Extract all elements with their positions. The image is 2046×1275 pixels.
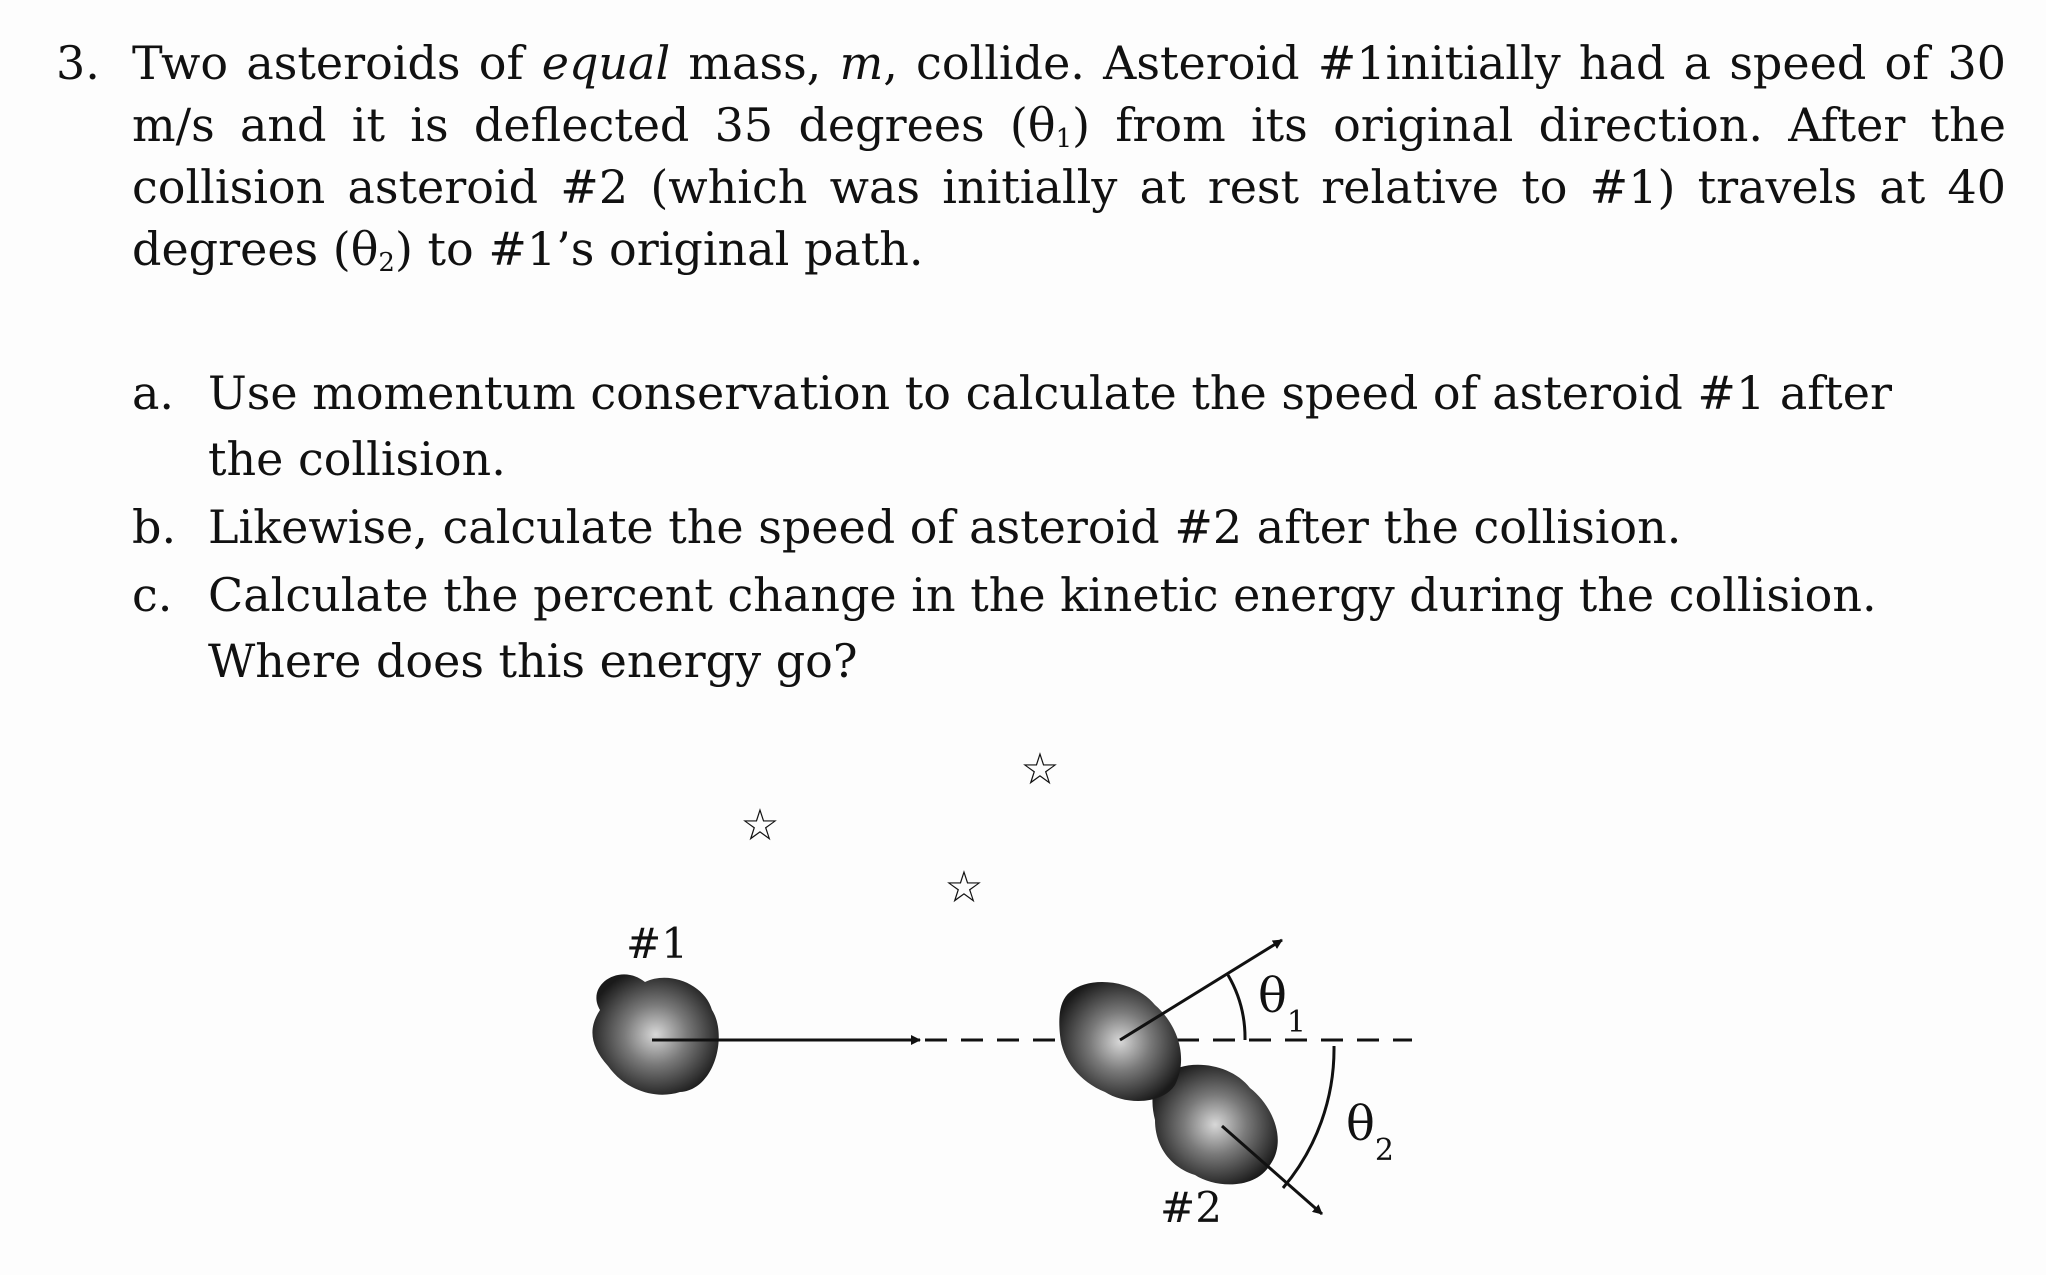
mass-symbol: m: [839, 36, 884, 90]
theta2-label: $\theta_2$: [1346, 1096, 1394, 1168]
subquestion-text: Use momentum conservation to calculate the speed of asteroid #1 after the collision.: [208, 366, 1893, 486]
subquestion-b: [132, 494, 1952, 560]
star-icon: ☆: [740, 800, 780, 851]
theta1-label: $\theta_1$: [1258, 968, 1306, 1040]
theta2-arc: [1283, 1046, 1334, 1188]
subquestion-c: [132, 562, 1952, 694]
subquestion-text: Calculate the percent change in the kinetic energy during the collision. Where does this energy go?: [208, 568, 1877, 688]
subquestion-label: a.: [132, 366, 175, 420]
asteroid-2-label: #2: [1160, 1183, 1222, 1232]
star-icon: ☆: [1020, 744, 1060, 795]
subquestion-label: b.: [132, 500, 177, 554]
emphasis-equal: equal: [541, 36, 671, 90]
subquestion-text: Likewise, calculate the speed of asteroid #2 after the collision.: [208, 500, 1682, 554]
asteroid-1-deflected: [1059, 982, 1181, 1101]
problem-3: [56, 32, 2006, 280]
collision-diagram: [560, 720, 1480, 1260]
problem-number: 3.: [56, 36, 100, 90]
theta1-arc: [1228, 975, 1245, 1040]
problem-stem: Two asteroids of equal mass, m, collide. Asteroid #1initially had a speed of 30 m/s and it is deflected 35 degrees $(\theta_1)$ from its original direction. After the collision asteroid #2 (which was initially at rest relative to #1) travels at 40 degrees $(\theta_2)$ to #1’s original path.: [132, 36, 2007, 278]
asteroid-1: [592, 974, 718, 1094]
subquestion-a: [132, 360, 1952, 492]
star-icon: ☆: [944, 862, 984, 913]
subquestion-label: c.: [132, 568, 173, 622]
asteroid-1-label: #1: [626, 919, 688, 968]
